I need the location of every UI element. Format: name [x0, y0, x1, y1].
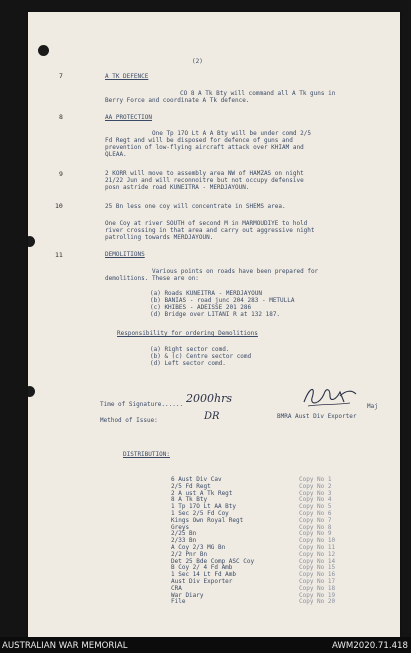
responsibility-item: (a) Right sector comd.	[150, 346, 230, 353]
page-number: (2)	[192, 58, 203, 65]
handwritten-signature	[300, 384, 362, 410]
distribution-unit: 2/2 Pnr Bn	[171, 550, 208, 558]
heading-a-tk-defence: A TK DEFENCE	[105, 73, 149, 80]
distribution-unit: 2/33 Bn	[171, 537, 197, 545]
footer-archive-name: AUSTRALIAN WAR MEMORIAL	[2, 641, 128, 651]
punch-hole	[38, 45, 49, 56]
punch-hole	[28, 236, 35, 247]
distribution-unit: 1 Sec 14 Lt Fd Amb	[171, 571, 237, 579]
distribution-copy-no: Copy No 15	[299, 564, 336, 572]
distribution-copy-no: Copy No 12	[299, 550, 336, 558]
para-line: Fd Regt and will be disposed for defence of guns and	[105, 137, 293, 144]
distribution-units	[171, 477, 254, 606]
distribution-copy-no: Copy No 17	[299, 577, 336, 585]
demolition-item: (d) Bridge over LITANI R at 132 187.	[150, 311, 281, 318]
distribution-copy-no: Copy No 1	[299, 476, 332, 483]
distribution-unit: 1 Sec 2/5 Fd Coy	[171, 509, 229, 517]
distribution-unit: 2 A ust A Tk Regt	[171, 489, 233, 497]
para-line: 2 KORR will move to assembly area NW of HAMZAS on night	[105, 170, 304, 177]
distribution-unit: CRA	[171, 584, 182, 592]
distribution-unit: 8 A Tk Bty	[171, 496, 208, 504]
distribution-copy-no: Copy No 14	[299, 557, 336, 565]
distribution-copies	[299, 477, 335, 606]
para-number: 9	[59, 170, 63, 178]
distribution-heading: DISTRIBUTION:	[123, 451, 170, 458]
para-number: 11	[55, 251, 63, 259]
para-line: 25 Bn less one coy will concentrate in SHEMS area.	[105, 203, 286, 210]
distribution-unit: A Coy 2/3 MG Bn	[171, 543, 226, 551]
responsibility-item: (b) & (c) Centre sector comd	[150, 353, 252, 360]
distribution-copy-no: Copy No 16	[299, 571, 336, 579]
para-line: river crossing in that area and carry out aggressive night	[105, 227, 315, 234]
distribution-unit: File	[171, 598, 186, 606]
archive-footer	[0, 637, 411, 653]
distribution-copy-no: Copy No 18	[299, 584, 336, 592]
para-line: patrolling towards MERDJAYOUN.	[105, 234, 214, 241]
distribution-unit: 6 Aust Div Cav	[171, 476, 222, 483]
time-of-signature-value: 2000hrs	[186, 392, 232, 405]
distribution-copy-no: Copy No 4	[299, 496, 332, 504]
distribution-copy-no: Copy No 2	[299, 482, 332, 490]
para-number: 7	[59, 72, 63, 80]
time-of-signature-label: Time of Signature......	[100, 401, 184, 408]
footer-record-id: AWM2020.71.418	[332, 641, 408, 651]
demolition-item: (c) KHIBES - ADEISSE 201 286	[150, 304, 252, 311]
document-page	[28, 12, 400, 637]
method-of-issue-label: Method of Issue:	[100, 417, 158, 424]
para-number: 8	[59, 113, 63, 121]
punch-hole	[28, 386, 35, 397]
distribution-unit: Aust Div Exporter	[171, 577, 233, 585]
para-line: demolitions. These are on:	[105, 275, 199, 282]
para-line: prevention of low-flying aircraft attack over KHIAM and	[105, 144, 304, 151]
distribution-unit: B Coy 2/ 4 Fd Amb	[171, 564, 233, 572]
heading-aa-protection: AA PROTECTION	[105, 114, 152, 121]
para-line: One Tp 17O Lt A A Bty will be under comd 2/5	[152, 130, 311, 137]
distribution-copy-no: Copy No 11	[299, 543, 336, 551]
distribution-unit: War Diary	[171, 591, 204, 599]
para-number: 10	[55, 202, 63, 210]
distribution-unit: 2/5 Fd Regt	[171, 482, 211, 490]
distribution-unit: 2/25 Bn	[171, 530, 197, 538]
para-line: 21/22 Jun and will reconnoitre but not occupy defensive	[105, 177, 304, 184]
method-of-issue-value: DR	[204, 411, 220, 422]
para-line: QLEAA.	[105, 151, 127, 158]
distribution-copy-no: Copy No 20	[299, 598, 336, 606]
para-line: Berry Force and coordinate A Tk defence.	[105, 97, 250, 104]
para-line: One Coy at river SOUTH of second M in MARMOUDIYE to hold	[105, 220, 308, 227]
responsibility-item: (d) Left sector comd.	[150, 360, 226, 367]
distribution-unit: 1 Tp 17O Lt AA Bty	[171, 503, 237, 511]
distribution-copy-no: Copy No 3	[299, 489, 332, 497]
distribution-copy-no: Copy No 9	[299, 530, 332, 538]
demolition-item: (a) Roads KUNEITRA - MERDJAYOUN	[150, 290, 262, 297]
distribution-copy-no: Copy No 19	[299, 591, 336, 599]
heading-responsibility: Responsibility for ordering Demolitions	[117, 330, 258, 337]
para-line: Various points on roads have been prepared for	[152, 268, 319, 275]
distribution-copy-no: Copy No 7	[299, 516, 332, 524]
para-line: CO 8 A Tk Bty will command all A Tk guns in	[180, 90, 336, 97]
distribution-copy-no: Copy No 6	[299, 509, 332, 517]
signatory-appointment: BMRA Aust Div Exporter	[277, 413, 357, 420]
distribution-copy-no: Copy No 5	[299, 503, 332, 511]
heading-demolitions: DEMOLITIONS	[105, 251, 145, 258]
para-line: posn astride road KUNEITRA - MERDJAYOUN.	[105, 184, 250, 191]
distribution-unit: Det 25 Bde Comp ASC Coy	[171, 557, 255, 565]
signatory-rank: Maj	[367, 403, 378, 410]
demolition-item: (b) BANIAS - road junc 204 283 - METULLA	[150, 297, 295, 304]
distribution-unit: Kings Own Royal Regt	[171, 516, 244, 524]
distribution-copy-no: Copy No 10	[299, 537, 336, 545]
distribution-copy-no: Copy No 8	[299, 523, 332, 531]
distribution-unit: Greys	[171, 523, 190, 531]
